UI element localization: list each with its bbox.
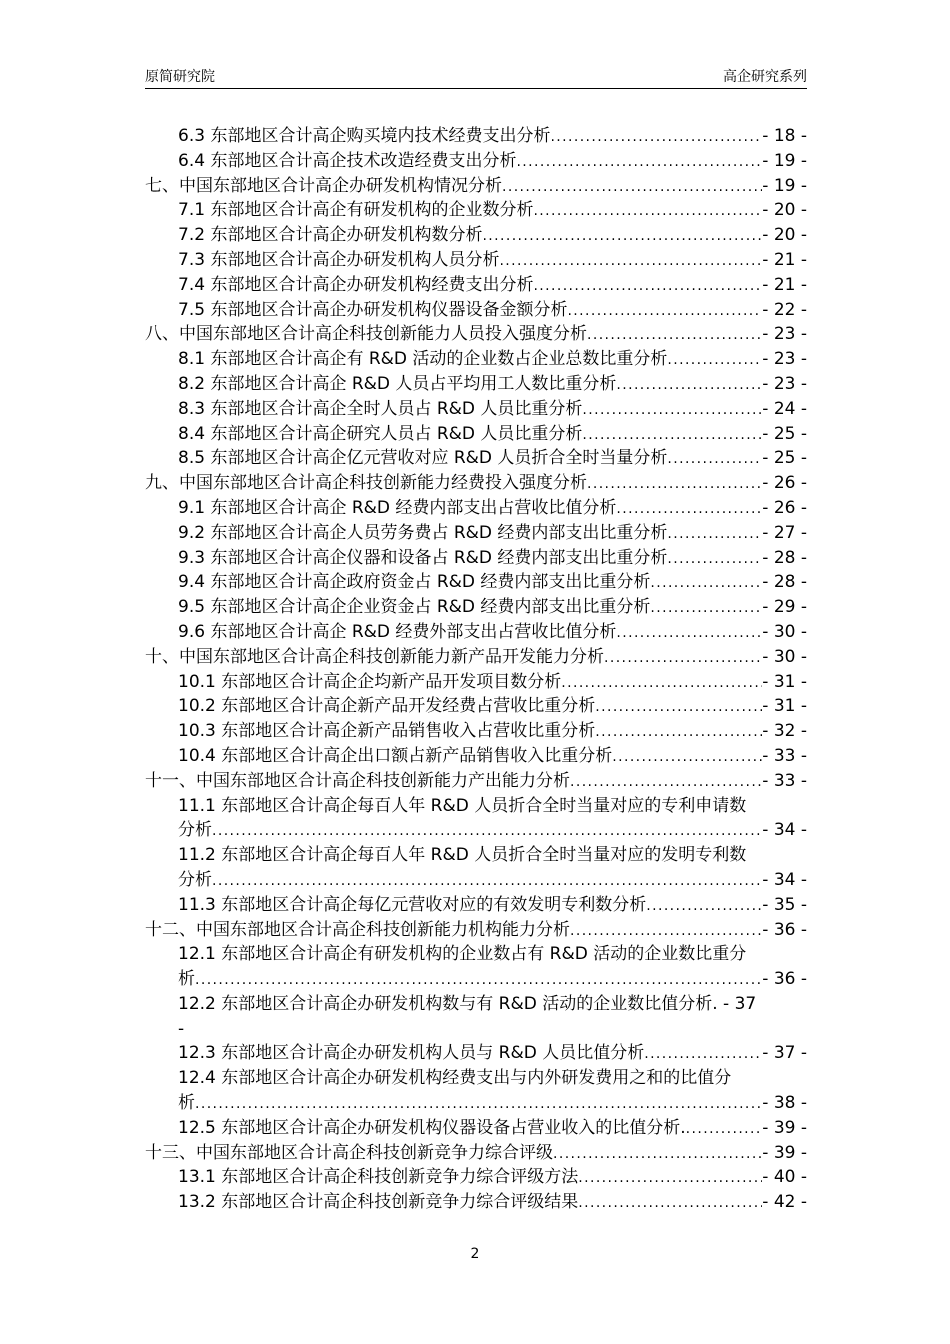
toc-page-number: - 39 - — [762, 1142, 807, 1163]
toc-dot-leader — [553, 1142, 762, 1167]
toc-section-entry[interactable] — [145, 1165, 807, 1190]
toc-dot-leader — [646, 894, 762, 919]
toc-page-number: - 20 - — [762, 225, 807, 246]
toc-dot-leader — [582, 423, 762, 448]
toc-section-entry[interactable] — [145, 397, 807, 422]
toc-entry-title: 9.5 东部地区合计高企企业资金占 R&D 经费内部支出比重分析 — [178, 597, 651, 618]
toc-page-number: - 29 - — [762, 597, 807, 618]
toc-section-entry[interactable] — [145, 446, 807, 471]
toc-page-number: - 30 - — [762, 646, 807, 667]
toc-page-number: - 21 - — [762, 249, 807, 270]
toc-entry-wrapped-line[interactable]: 12.4 东部地区合计高企办研发机构经费支出与内外研发费用之和的比值分 — [178, 1068, 732, 1089]
toc-page-number: - 22 - — [762, 299, 807, 320]
toc-dot-leader — [616, 373, 762, 398]
toc-chapter-entry[interactable] — [145, 1141, 807, 1166]
toc-dot-leader — [212, 869, 762, 894]
toc-entry-title: 10.2 东部地区合计高企新产品开发经费占营收比重分析 — [178, 696, 596, 717]
toc-section-entry[interactable] — [145, 893, 807, 918]
toc-entry-title: 九、中国东部地区合计高企科技创新能力经费投入强度分析 — [145, 473, 587, 494]
toc-entry-title: 8.1 东部地区合计高企有 R&D 活动的企业数占企业总数比重分析 — [178, 349, 668, 370]
toc-dot-leader — [667, 522, 762, 547]
toc-dot-leader — [650, 571, 762, 596]
toc-page-number: - 36 - — [762, 969, 807, 990]
toc-entry-title: 8.3 东部地区合计高企全时人员占 R&D 人员比重分析 — [178, 398, 583, 419]
toc-entry-title: 8.4 东部地区合计高企研究人员占 R&D 人员比重分析 — [178, 423, 583, 444]
toc-section-entry[interactable] — [145, 273, 807, 298]
toc-entry-title: 6.4 东部地区合计高企技术改造经费支出分析 — [178, 150, 517, 171]
toc-entry-title: 7.2 东部地区合计高企办研发机构数分析 — [178, 225, 483, 246]
toc-entry-title: 7.1 东部地区合计高企有研发机构的企业数分析 — [178, 200, 534, 221]
header-right-text: 高企研究系列 — [723, 69, 807, 85]
toc-page-number: - 37 - — [762, 1043, 807, 1064]
toc-entry-wrapped-line[interactable]: 12.2 东部地区合计高企办研发机构数与有 R&D 活动的企业数比值分析. - 37 — [178, 993, 757, 1014]
toc-dot-leader — [612, 745, 762, 770]
toc-entry-title: 7.5 东部地区合计高企办研发机构仪器设备金额分析 — [178, 299, 568, 320]
page-number: 2 — [470, 1246, 480, 1262]
toc-section-entry[interactable] — [145, 521, 807, 546]
toc-section-entry[interactable] — [145, 620, 807, 645]
toc-dot-leader — [650, 596, 762, 621]
toc-entry-title: 八、中国东部地区合计高企科技创新能力人员投入强度分析 — [145, 324, 587, 345]
toc-entry-title: 6.3 东部地区合计高企购买境内技术经费支出分析 — [178, 126, 551, 146]
toc-chapter-entry[interactable] — [145, 645, 807, 670]
toc-entry-title: 十二、中国东部地区合计高企科技创新能力机构能力分析 — [145, 919, 570, 940]
toc-section-entry[interactable] — [145, 422, 807, 447]
toc-dot-leader — [516, 150, 762, 175]
toc-dot-leader — [533, 274, 762, 299]
toc-entry-title: 7.3 东部地区合计高企办研发机构人员分析 — [178, 249, 500, 270]
toc-entry-title: 十一、中国东部地区合计高企科技创新能力产出能力分析 — [145, 770, 570, 791]
toc-page-number: - 35 - — [762, 894, 807, 915]
toc-dot-leader — [195, 968, 762, 993]
toc-chapter-entry[interactable] — [145, 322, 807, 347]
toc-section-entry[interactable] — [145, 372, 807, 397]
toc-page-number: - 28 - — [762, 572, 807, 593]
toc-page-number: - 30 - — [762, 621, 807, 642]
toc-dot-leader — [195, 1092, 762, 1117]
toc-entry-title: 分析 — [178, 869, 212, 890]
page-header — [145, 62, 807, 89]
toc-section-entry[interactable] — [145, 198, 807, 223]
toc-dot-leader — [587, 323, 762, 348]
toc-section-entry[interactable] — [145, 223, 807, 248]
toc-page-number: - 25 - — [762, 448, 807, 469]
toc-entry-title: 7.4 东部地区合计高企办研发机构经费支出分析 — [178, 274, 534, 295]
toc-section-entry[interactable] — [145, 670, 807, 695]
toc-page-number: - 34 - — [762, 869, 807, 890]
toc-page-number: - 23 - — [762, 324, 807, 345]
toc-page-number: - 40 - — [762, 1167, 807, 1188]
toc-page-number: - 23 - — [762, 349, 807, 370]
toc-section-entry[interactable] — [145, 595, 807, 620]
toc-page-number: - 42 - — [762, 1192, 807, 1213]
toc-page-number: - 31 - — [762, 671, 807, 692]
toc-page-number: - 36 - — [762, 919, 807, 940]
toc-entry-title: 13.2 东部地区合计高企科技创新竞争力综合评级结果 — [178, 1192, 579, 1213]
toc-page-number: - 18 - — [762, 126, 807, 146]
toc-section-entry[interactable] — [145, 347, 807, 372]
toc-section-entry[interactable] — [145, 149, 807, 174]
toc-page-number: - 19 - — [762, 150, 807, 171]
toc-page-number: - 26 - — [762, 473, 807, 494]
toc-entry-title: 析 — [178, 1093, 195, 1114]
toc-dot-leader — [482, 224, 762, 249]
toc-section-entry[interactable] — [145, 967, 807, 992]
toc-entry-title: 12.3 东部地区合计高企办研发机构人员与 R&D 人员比值分析 — [178, 1043, 645, 1064]
toc-dot-leader — [595, 720, 762, 745]
toc-dot-leader — [212, 819, 762, 844]
toc-entry-wrapped-line[interactable]: 11.2 东部地区合计高企每百人年 R&D 人员折合全时当量对应的发明专利数 — [178, 845, 747, 866]
toc-page-number: - 21 - — [762, 274, 807, 295]
toc-chapter-entry[interactable] — [145, 174, 807, 199]
toc-entry-title: 13.1 东部地区合计高企科技创新竞争力综合评级方法 — [178, 1167, 579, 1188]
toc-entry-title: 9.1 东部地区合计高企 R&D 经费内部支出占营收比值分析 — [178, 497, 617, 518]
toc-section-entry[interactable] — [145, 248, 807, 273]
toc-entry-title: 9.4 东部地区合计高企政府资金占 R&D 经费内部支出比重分析 — [178, 572, 651, 593]
toc-dot-leader — [616, 621, 762, 646]
toc-section-entry[interactable] — [145, 1116, 807, 1141]
toc-page-number: - 31 - — [762, 696, 807, 717]
toc-dot-leader — [561, 671, 762, 696]
toc-dot-leader — [595, 695, 762, 720]
toc-section-entry[interactable] — [145, 1041, 807, 1066]
toc-page-number: - 33 - — [762, 770, 807, 791]
toc-section-entry[interactable] — [145, 818, 807, 843]
toc-dot-leader — [587, 472, 762, 497]
toc-section-entry[interactable] — [145, 124, 807, 149]
toc-entry-title: 11.3 东部地区合计高企每亿元营收对应的有效发明专利数分析 — [178, 894, 647, 915]
toc-page-number: - 28 - — [762, 547, 807, 568]
toc-dot-leader — [667, 348, 762, 373]
toc-entry-title: - — [178, 1018, 185, 1039]
toc-section-entry[interactable] — [145, 1017, 807, 1042]
toc-dot-leader — [570, 770, 762, 795]
toc-dot-leader — [567, 299, 762, 324]
toc-dot-leader — [644, 1042, 762, 1067]
toc-section-entry[interactable] — [145, 694, 807, 719]
toc-section-entry[interactable] — [145, 496, 807, 521]
toc-entry-title: 七、中国东部地区合计高企办研发机构情况分析 — [145, 175, 502, 196]
toc-dot-leader — [550, 125, 762, 150]
toc-page-number: - 27 - — [762, 522, 807, 543]
toc-page-number: - 19 - — [762, 175, 807, 196]
toc-entry-title: 析 — [178, 969, 195, 990]
toc-dot-leader — [686, 1117, 763, 1142]
toc-section-entry[interactable] — [145, 1190, 807, 1215]
toc-chapter-entry[interactable] — [145, 471, 807, 496]
toc-dot-leader — [667, 447, 762, 472]
toc-entry-title: 12.5 东部地区合计高企办研发机构仪器设备占营业收入的比值分析. — [178, 1117, 686, 1138]
toc-entry-title: 8.5 东部地区合计高企亿元营收对应 R&D 人员折合全时当量分析 — [178, 448, 668, 469]
header-left-text: 原简研究院 — [145, 69, 215, 85]
toc-entry-title: 10.3 东部地区合计高企新产品销售收入占营收比重分析 — [178, 721, 596, 742]
toc-page-number: - 25 - — [762, 423, 807, 444]
toc-section-entry[interactable] — [145, 570, 807, 595]
toc-section-entry[interactable] — [145, 546, 807, 571]
toc-page-number: - 23 - — [762, 373, 807, 394]
toc-entry-title: 十三、中国东部地区合计高企科技创新竞争力综合评级 — [145, 1142, 553, 1163]
toc-page-number: - 38 - — [762, 1093, 807, 1114]
toc-entry-title: 9.3 东部地区合计高企仪器和设备占 R&D 经费内部支出比重分析 — [178, 547, 668, 568]
toc-section-entry[interactable] — [145, 719, 807, 744]
toc-section-entry[interactable] — [145, 868, 807, 893]
toc-dot-leader — [533, 199, 762, 224]
toc-dot-leader — [667, 547, 762, 572]
toc-section-entry[interactable] — [145, 298, 807, 323]
toc-entry-title: 10.1 东部地区合计高企企均新产品开发项目数分析 — [178, 671, 562, 692]
toc-section-entry[interactable] — [145, 744, 807, 769]
toc-page-number: - 39 - — [762, 1117, 807, 1138]
toc-dot-leader — [604, 646, 762, 671]
table-of-contents — [145, 124, 807, 1215]
toc-section-entry[interactable] — [145, 1091, 807, 1116]
toc-dot-leader — [502, 175, 762, 200]
toc-entry-title: 10.4 东部地区合计高企出口额占新产品销售收入比重分析 — [178, 745, 613, 766]
toc-entry-title: 十、中国东部地区合计高企科技创新能力新产品开发能力分析 — [145, 646, 604, 667]
toc-dot-leader — [499, 249, 762, 274]
toc-chapter-entry[interactable] — [145, 918, 807, 943]
toc-page-number: - 32 - — [762, 721, 807, 742]
toc-page-number: - 34 - — [762, 820, 807, 841]
toc-entry-wrapped-line[interactable]: 12.1 东部地区合计高企有研发机构的企业数占有 R&D 活动的企业数比重分 — [178, 944, 747, 965]
toc-entry-title: 9.2 东部地区合计高企人员劳务费占 R&D 经费内部支出比重分析 — [178, 522, 668, 543]
toc-entry-title: 9.6 东部地区合计高企 R&D 经费外部支出占营收比值分析 — [178, 621, 617, 642]
toc-dot-leader — [578, 1166, 762, 1191]
toc-entry-wrapped-line[interactable]: 11.1 东部地区合计高企每百人年 R&D 人员折合全时当量对应的专利申请数 — [178, 795, 747, 816]
toc-page-number: - 26 - — [762, 497, 807, 518]
toc-entry-title: 分析 — [178, 820, 212, 841]
toc-dot-leader — [570, 919, 762, 944]
toc-entry-title: 8.2 东部地区合计高企 R&D 人员占平均用工人数比重分析 — [178, 373, 617, 394]
toc-page-number: - 33 - — [762, 745, 807, 766]
toc-page-number: - 24 - — [762, 398, 807, 419]
toc-dot-leader — [582, 398, 762, 423]
toc-dot-leader — [578, 1191, 762, 1216]
toc-chapter-entry[interactable] — [145, 769, 807, 794]
toc-page-number: - 20 - — [762, 200, 807, 221]
toc-dot-leader — [616, 497, 762, 522]
